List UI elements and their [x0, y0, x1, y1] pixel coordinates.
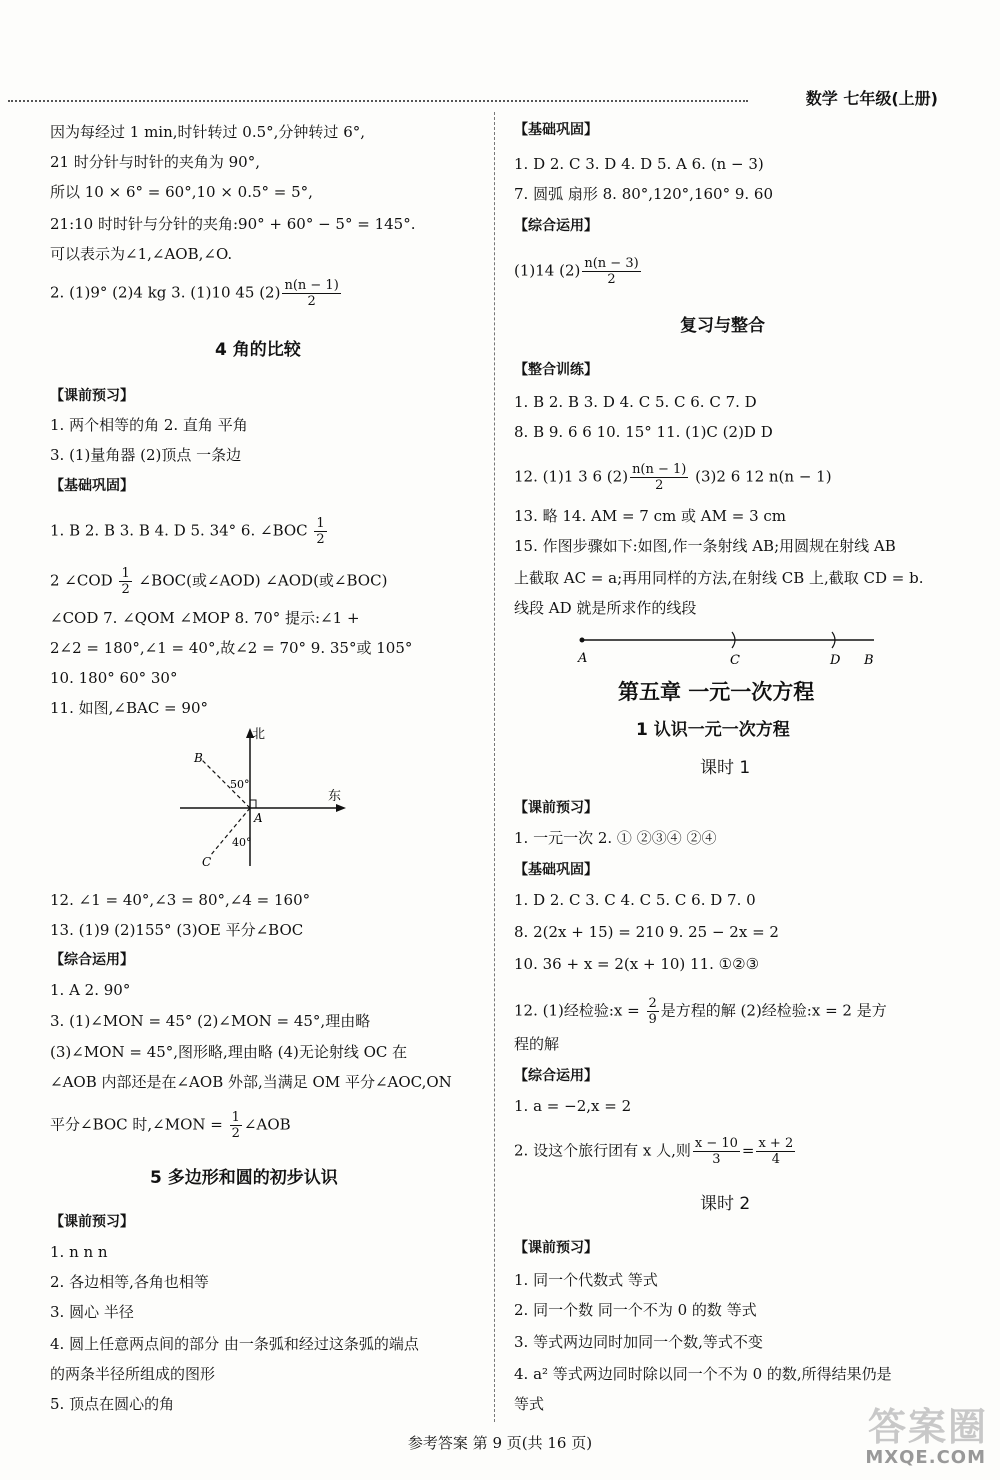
label-north: 北: [252, 727, 266, 742]
label-c: C: [202, 855, 212, 869]
answer-text: 平分∠BOC 时,∠MON =: [50, 1115, 228, 1134]
section-tag: 【课前预习】: [50, 1214, 134, 1230]
answer-line: 1. D 2. C 3. C 4. C 5. C 6. D 7. 0: [514, 891, 756, 909]
fraction-numerator: x + 2: [758, 1136, 794, 1151]
answer-line: 4. a² 等式两边同时除以同一个不为 0 的数,所得结果仍是: [514, 1365, 892, 1383]
answer-line: 程的解: [514, 1035, 560, 1053]
compass-figure: [180, 726, 360, 876]
fraction-denominator: 2: [231, 1126, 240, 1141]
watermark-big-text: 答案圈: [867, 1405, 988, 1449]
answer-text: 12. (1)1 3 6 (2): [514, 467, 629, 486]
answer-line: [50, 566, 387, 597]
answer-text: 2. (1)9° (2)4 kg 3. (1)10 45 (2): [50, 283, 281, 302]
answer-line: 3. (1)量角器 (2)顶点 一条边: [50, 446, 242, 464]
answer-line: 2. 各边相等,各角也相等: [50, 1273, 209, 1291]
section-tag: 【基础巩固】: [514, 122, 598, 138]
fraction-denominator: 3: [712, 1152, 721, 1167]
answer-line: 线段 AD 就是所求作的线段: [514, 599, 697, 617]
text-line: 可以表示为∠1,∠AOB,∠O.: [50, 245, 233, 263]
fraction: [756, 1136, 795, 1167]
fraction-numerator: 1: [231, 1110, 240, 1125]
answer-line: [50, 516, 329, 547]
label-angle-40: 40°: [232, 836, 252, 849]
answer-line: 11. 如图,∠BAC = 90°: [50, 699, 208, 717]
watermark-site-text: MXQE.COM: [865, 1447, 986, 1468]
answer-line: 1. a = −2,x = 2: [514, 1097, 632, 1115]
text-line: 21 时分针与时针的夹角为 90°,: [50, 153, 260, 171]
answer-line: 2∠2 = 180°,∠1 = 40°,故∠2 = 70° 9. 35°或 105°: [50, 639, 413, 657]
section-tag: 【综合运用】: [514, 218, 598, 234]
answer-line: 8. 2(2x + 15) = 210 9. 25 − 2x = 2: [514, 923, 779, 941]
text-line: 所以 10 × 6° = 60°,10 × 0.5° = 5°,: [50, 183, 313, 201]
watermark-logo: [844, 1394, 994, 1472]
answer-line: [514, 996, 887, 1027]
answer-line: 上截取 AC = a;再用同样的方法,在射线 CB 上,截取 CD = b.: [514, 569, 924, 587]
section-heading: 5 多边形和圆的初步认识: [150, 1168, 338, 1188]
section-tag: 【课前预习】: [514, 1240, 598, 1256]
answer-line: ∠AOB 内部还是在∠AOB 外部,当满足 OM 平分∠AOC,ON: [50, 1073, 452, 1091]
answer-line: 8. B 9. 6 6 10. 15° 11. (1)C (2)D D: [514, 423, 773, 441]
answer-line: (3)∠MON = 45°,图形略,理由略 (4)无论射线 OC 在: [50, 1043, 408, 1061]
fraction: [693, 1136, 740, 1167]
page-header-title: 数学 七年级(上册): [805, 89, 938, 108]
answer-text: (1)14 (2): [514, 261, 581, 280]
column-divider: [494, 112, 495, 1422]
answer-line: [514, 256, 643, 287]
section-tag: 【课前预习】: [50, 388, 134, 404]
answer-line: 3. 圆心 半径: [50, 1303, 134, 1321]
answer-line: 2. 同一个数 同一个不为 0 的数 等式: [514, 1301, 757, 1319]
answer-text: 2. 设这个旅行团有 x 人,则: [514, 1141, 691, 1160]
lesson-label: 课时 2: [700, 1194, 751, 1214]
label-a: A: [578, 651, 588, 666]
answer-line: 1. 同一个代数式 等式: [514, 1271, 658, 1289]
answer-line: [50, 1110, 291, 1141]
fraction-denominator: 2: [316, 532, 325, 547]
fraction-numerator: 1: [316, 516, 325, 531]
lesson-label: 课时 1: [700, 758, 751, 778]
answer-line: 1. A 2. 90°: [50, 981, 131, 999]
answer-line: 7. 圆弧 扇形 8. 80°,120°,160° 9. 60: [514, 185, 774, 203]
section-tag: 【基础巩固】: [514, 862, 598, 878]
answer-text: 1. B 2. B 3. B 4. D 5. 34° 6. ∠BOC: [50, 521, 313, 540]
fraction-denominator: 2: [607, 272, 616, 287]
fraction: [582, 256, 640, 287]
label-angle-50: 50°: [230, 778, 250, 791]
fraction-numerator: n(n − 1): [632, 462, 687, 477]
fraction-numerator: 1: [121, 566, 130, 581]
fraction: [230, 1110, 242, 1141]
answer-line: 10. 36 + x = 2(x + 10) 11. ①②③: [514, 955, 760, 973]
fraction: [630, 462, 688, 493]
section-tag: 【整合训练】: [514, 362, 598, 378]
fraction-denominator: 4: [771, 1152, 780, 1167]
answer-line: 10. 180° 60° 30°: [50, 669, 178, 687]
section-tag: 【综合运用】: [50, 952, 134, 968]
answer-line: 15. 作图步骤如下:如图,作一条射线 AB;用圆规在射线 AB: [514, 537, 896, 555]
answer-line: 13. 略 14. AM = 7 cm 或 AM = 3 cm: [514, 507, 787, 525]
label-b: B: [864, 653, 874, 668]
answer-line: 1. 一元一次 2. ① ②③④ ②④: [514, 829, 717, 847]
answer-line: 12. ∠1 = 40°,∠3 = 80°,∠4 = 160°: [50, 891, 311, 909]
text-line: 21:10 时时针与分针的夹角:90° + 60° − 5° = 145°.: [50, 215, 416, 233]
fraction: [282, 278, 340, 309]
answer-line: 1. B 2. B 3. D 4. C 5. C 6. C 7. D: [514, 393, 757, 411]
answer-text: =: [741, 1141, 755, 1160]
fraction: [314, 516, 326, 547]
answer-line: 的两条半径所组成的图形: [50, 1365, 216, 1383]
answer-text: 是方程的解 (2)经检验:x = 2 是方: [660, 1001, 887, 1020]
fraction-denominator: 2: [655, 478, 664, 493]
answer-line: 5. 顶点在圆心的角: [50, 1395, 175, 1413]
fraction-denominator: 2: [121, 582, 130, 597]
fraction: [647, 996, 659, 1027]
section-tag: 【课前预习】: [514, 800, 598, 816]
answer-line: 13. (1)9 (2)155° (3)OE 平分∠BOC: [50, 921, 304, 939]
chapter-title: 第五章 一元一次方程: [618, 680, 815, 704]
answer-line: 等式: [514, 1395, 545, 1413]
answer-line: [514, 462, 832, 493]
fraction-numerator: 2: [648, 996, 657, 1011]
label-b: B: [194, 751, 203, 765]
answer-line: 1. n n n: [50, 1243, 108, 1261]
fraction-numerator: n(n − 1): [284, 278, 339, 293]
segment-figure: [574, 628, 884, 668]
fraction-denominator: 9: [648, 1012, 657, 1027]
answer-line: 3. 等式两边同时加同一个数,等式不变: [514, 1333, 763, 1351]
section-tag: 【基础巩固】: [50, 478, 134, 494]
answer-text: 12. (1)经检验:x =: [514, 1001, 645, 1020]
answer-line: ∠COD 7. ∠QOM ∠MOP 8. 70° 提示:∠1 +: [50, 609, 360, 627]
answer-text: ∠BOC(或∠AOD) ∠AOD(或∠BOC): [133, 571, 388, 590]
label-d: D: [830, 653, 841, 668]
answer-line: [514, 1136, 797, 1167]
answer-line: 1. 两个相等的角 2. 直角 平角: [50, 416, 248, 434]
answer-line: [50, 278, 343, 309]
answer-line: 4. 圆上任意两点间的部分 由一条弧和经过这条弧的端点: [50, 1335, 419, 1353]
label-east: 东: [328, 789, 342, 804]
header-rule: [8, 100, 748, 102]
answer-text: 2 ∠COD: [50, 571, 118, 590]
label-a: A: [254, 811, 263, 825]
answer-line: 1. D 2. C 3. D 4. D 5. A 6. (n − 3): [514, 155, 764, 173]
section-heading: 1 认识一元一次方程: [636, 720, 790, 740]
answer-text: (3)2 6 12 n(n − 1): [690, 467, 832, 486]
label-c: C: [730, 653, 740, 668]
fraction-numerator: n(n − 3): [584, 256, 639, 271]
section-heading: 复习与整合: [680, 316, 765, 336]
answer-line: 3. (1)∠MON = 45° (2)∠MON = 45°,理由略: [50, 1012, 371, 1030]
fraction-denominator: 2: [307, 294, 316, 309]
text-line: 因为每经过 1 min,时针转过 0.5°,分钟转过 6°,: [50, 123, 366, 141]
section-tag: 【综合运用】: [514, 1068, 598, 1084]
fraction: [119, 566, 131, 597]
page-footer: 参考答案 第 9 页(共 16 页): [407, 1434, 593, 1452]
answer-text: ∠AOB: [243, 1115, 291, 1134]
fraction-numerator: x − 10: [694, 1136, 738, 1151]
section-heading: 4 角的比较: [215, 340, 301, 360]
